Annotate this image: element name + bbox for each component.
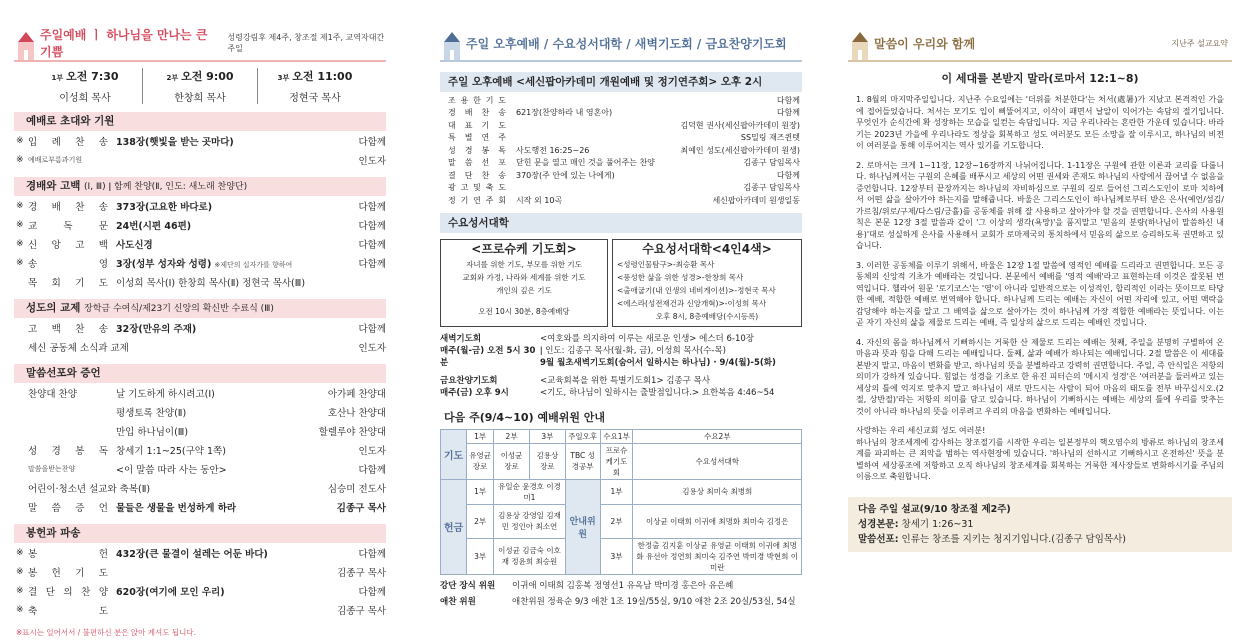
- section-fellowship: 성도의 교제 장학금 수여식/제23기 신앙의 확신반 수료식 (Ⅲ): [14, 299, 386, 318]
- order-row: ※ 경 배 찬 송 373장(고요한 바다로) 다함께: [16, 200, 386, 213]
- order-row: 세신 공동체 소식과 교제 인도자: [28, 342, 386, 354]
- afternoon-order-row: 특 별 연 주 SS밀링 재즈퀸텟: [448, 133, 800, 143]
- section-invocation: 예배로 초대와 기원: [14, 112, 386, 131]
- worship-header: [14, 26, 386, 62]
- order-row: 성 경 봉 독 창세기 1:1~25(구약 1쪽) 인도자: [28, 445, 386, 457]
- service-time-3: 3부 오전 11:00 정현국 목사: [257, 68, 372, 104]
- church-building-icon: [442, 32, 462, 60]
- dawn-prayer: 새벽기도회 매주(월-금) 오전 5시 30분 <여호와를 의지하여 이루는 새로운 인생> 에스더 6-10장 ǀ 인도: 김종구 목사(월-화, 금), 이성희 목사(수-목) 9월 월초새벽기도회(숨어서 일하시는 하나님) · 9/4(월)-5(화): [440, 333, 776, 368]
- order-row: 어린이·청소년 설교와 축복(Ⅱ) 심승미 전도사: [28, 483, 386, 495]
- order-row: 말 씀 증 언 물들은 생물을 번성하게 하라 김종구 목사: [28, 502, 386, 514]
- sermon-header: [848, 26, 1232, 62]
- order-row: 목 회 기 도 이성희 목사(Ⅰ) 한창희 목사(Ⅱ) 정현국 목사(Ⅲ): [28, 277, 306, 289]
- afternoon-order-row: 조 용 한 기 도 다함께: [448, 95, 800, 105]
- order-row: ※ 축 도 김종구 목사: [16, 604, 386, 617]
- order-row: ※ 교 독 문 24번(시편 46편) 다함께: [16, 219, 386, 232]
- worship-order-column: [14, 0, 386, 644]
- wednesday-boxes: [440, 239, 802, 327]
- sermon-paragraph: 3. 이러한 공동체를 이루기 위해서, 바울은 12장 1절 말씀에 영적인 예배를 드리라고 권면합니다. 모든 공동체의 신앙적 기초가 예배라는 것입니다. 본문에서 예배를 '영적 예배'라고 표현하는데 이것은 잘못된 번역입니다. 헬라어 원문 '로기코스'는 '영'이 아니라 일반적으로는 이성적인, 합리적인 이라는 뜻이므로 타당한 예배, 적합한 예배로 번역해야 합니다. 하나님께 드리는 예배는 자신이 어떤 자리에 있고, 어떤 맥락을 감당해야 하는지를 알고 그 배역을 삶으로 살아가는 것이 하나님께 가장 적합한 예배라는 뜻입니다. 이는 곧 자기 자신의 삶을 제물로 드리는 예배, 즉 일상의 삶으로 드리는 예배인 것입니다.: [856, 260, 1224, 327]
- services-title: 주일 오후예배 / 수요성서대학 / 새벽기도회 / 금요찬양기도회: [466, 36, 787, 51]
- worship-title: 주일예배 ㅣ 하나님을 만나는 큰 기쁨: [40, 28, 208, 59]
- order-row: 찬양대 찬양 날 기도하게 하시려고(Ⅰ) 아가페 찬양대: [28, 388, 386, 400]
- order-row: 말씀을받는찬양 <이 말씀 따라 사는 동안> 다함께: [28, 464, 386, 476]
- order-row: ※ 예배로부름과기원 인도자: [16, 154, 386, 167]
- section-offering: 봉헌과 파송: [14, 524, 386, 543]
- order-row: ※ 결 단 의 찬 양 620장(여기에 모인 우리) 다함께: [16, 585, 386, 598]
- altar-decoration: 강단 장식 위원 이귀애 이태희 김홍복 정영선1 유옥남 박미경 홍은아 유은혜: [440, 580, 734, 591]
- order-row: ※ 신 앙 고 백 사도신경 다함께: [16, 238, 386, 251]
- afternoon-order-row: 결 단 찬 송 370장(주 안에 있는 나에게) 다함께: [448, 170, 800, 180]
- fellowship-meal: 애찬 위원 애찬위원 정육순 9/3 애찬 1조 19실/55실, 9/10 애찬 2조 20실/53실, 54실: [440, 596, 796, 607]
- service-time-2: 2부 오전 9:00 한창희 목사: [142, 68, 257, 104]
- bible-college-box: 수요성서대학<4인4색> <성령인물탐구>-최승환 목사 <풍성한 삶을 위한 성경>-한창희 목사 <출애굽기(내 인생의 네비게이션)>-정현국 목사 <에스라(성전재건과 신앙개혁)>-이성희 목사 오후 8시, 8층예배당(수시등록): [612, 239, 802, 327]
- order-row: ※ 봉 헌 기 도 김종구 목사: [16, 566, 386, 579]
- sermon-closing: 사랑하는 우리 세신교회 성도 여러분! 하나님의 창조세계에 감사하는 창조절기를 시작한 우리는 일본정부의 핵오염수의 방류로 하나님의 창조세계를 파괴하는 큰 죄악을 범하는 역사현장에 있습니다. '하나님의 선하시고 기뻐하시고 온전하신' 뜻을 분별하여 세상풍조에 저항하고 오직 하나님의 창조세계를 회복하는 거룩한 제사장들로 변화하시기를 주님의 이름으로 축원합니다.: [856, 426, 1224, 481]
- afternoon-services-column: [440, 0, 802, 644]
- sermon-paragraph: 4. 자신의 몸을 하나님께서 기뻐하시는 거룩한 산 제물로 드리는 예배는 첫째, 주일을 분명히 구별하여 온 마음과 뜻과 힘을 다해 드리는 예배입니다. 둘째, 삶과 예배가 하나되는 예배입니다. 2절 말씀은 이 세대를 본받지 말고, 마음이 변화를 받고, 하나님의 뜻을 분별하라고 강력히 권면합니다. 주일, 즉 안식일은 저항의 의미가 강하게 있습니다. 힘없는 성경을 기초로 한 유진 피터슨의 '메시지 성경'은 '여러분을 둘러싸고 있는 세상의 틀에 억지로 맞추지 말고 하나님이 새로 만드시는 사람이 되어 마음의 태도를 전부 바꾸십시오.(2절, 상반절)'라는 저항의 의미를 담고 있습니다. 하나님이 기뻐하시는 예배는 세상의 틀에 우리를 맞추는 것이 아니라 하나님의 뜻을 이루려고 우리의 마음을 변화하는 예배입니다.: [856, 337, 1224, 416]
- section-wednesday-college: 수요성서대학: [440, 213, 802, 233]
- friday-prayer: 금요찬양기도회 매주(금) 오후 9시 <교육회복을 위한 특별기도회1> 김종구 목사 <기도, 하나님이 일하시는 출발점입니다.> 요한복음 4:46~54: [440, 375, 775, 398]
- next-sermon-box: 다음 주일 설교(9/10 창조절 제2주) 성경본문: 창세기 1:26~31 말씀선포: 인류는 창조를 지키는 청지기입니다.(김종구 담임목사): [848, 497, 1232, 552]
- order-row: ※ 송 영 3장(성부 성자와 성령) ※제단의 십자가를 향하여 다함께: [16, 257, 386, 270]
- sermon-section-subtitle: 지난주 설교요약: [1171, 38, 1228, 48]
- sermon-summary-column: [848, 0, 1232, 644]
- afternoon-order-row: 말 씀 선 포 닫힌 문을 열고 매인 것을 풀어주는 찬양 김종구 담임목사: [448, 158, 800, 168]
- prayer-meeting-box: <프로슈케 기도회> 자녀를 위한 기도, 부모를 위한 기도 교회와 가정, 나라와 세계를 위한 기도 개인의 깊은 기도 오전 10시 30분, 8층예배당: [440, 239, 608, 327]
- section-worship-confession: 경배와 고백 (Ⅰ, Ⅲ) ǀ 함께 찬양(Ⅱ, 인도: 새노래 찬양단): [14, 177, 386, 196]
- afternoon-order-row: 성 경 봉 독 사도행전 16:25~26 최예인 성도(세신팝아카데미 원생): [448, 145, 800, 155]
- church-building-icon: [850, 32, 870, 60]
- order-row: 고 백 찬 송 32장(만유의 주재) 다함께: [28, 323, 386, 335]
- committee-title: 다음 주(9/4~10) 예배위원 안내: [444, 410, 606, 424]
- order-row: ※ 입 례 찬 송 138장(햇빛을 받는 곳마다) 다함께: [16, 135, 386, 148]
- afternoon-order-row: 광 고 및 축 도 김종구 담임목사: [448, 183, 800, 193]
- service-time-1: 1부 오전 7:30 이성희 목사: [51, 70, 119, 104]
- order-row: 평생토록 찬양(Ⅱ) 호산나 찬양대: [116, 407, 386, 419]
- sermon-paragraph: 1. 8월의 마지막주일입니다. 지난주 수요일에는 '더위를 처분한다'는 처서(處暑)가 지났고 본격적인 가을에 접어들었습니다. 처서는 모기도 입이 삐뚤어지고, 이삭이 패면서 날알이 익어가는 속담의 절기입니다. 무엇인가 순식간에 확 성장하는 모습을 일컫는 속담입니다. 지금 우리나라는 혼란한 가운데 있습니다. 바라기는 2023년 가을에 우리나라도 정상을 회복하고 성도 여러분도 모든 소망을 잘 이루시고, 하나님의 비전이 여러분을 통해 이루어지는 역사 있기를 기도합니다.: [856, 95, 1224, 150]
- afternoon-order-row: 경 배 찬 송 621장(찬양하라 내 영혼아) 다함께: [448, 108, 800, 118]
- committee-table: 기도 1부 2부 3부 주일오후 수요1부 수요2부 유영균 장로 이성균 장로 김용상 장로 TBC 성경공부 프로슈케기도회 수요성서대학 헌금 1부 유일순 윤경호 이경미1 안내위원 1부 김용상 최미숙 최병희 2부 김용상 강영일 김재민 정인아 최소연 2부 이상균 이태희 이귀애 최명화 최미숙 김정은 3부 이성균 김금숙 이호재 정윤희 최승원 3부 한정출 김지훈 이상균 유영균 이태희 이귀애 최명화 유선아 정연희 최미숙 김주연 박미경 박현희 이미란: [440, 429, 802, 575]
- order-row: ※ 봉 헌 432장(큰 물결이 설레는 어둔 바다) 다함께: [16, 547, 386, 560]
- section-sermon: 말씀선포와 증언: [14, 364, 386, 383]
- order-row: 만입 하나님이(Ⅲ) 할렐루야 찬양대: [116, 426, 386, 438]
- section-afternoon-worship: 주일 오후예배 <세신팝아카데미 개원예배 및 정기연주회> 오후 2시: [440, 72, 802, 92]
- standing-note: ※표시는 일어서서 / 불편하신 분은 앉아 계셔도 됩니다.: [16, 628, 197, 637]
- sermon-title: 이 세대를 본받지 말라(로마서 12:1~8): [941, 72, 1139, 85]
- afternoon-order-row: 정 기 연 주 회 시작 외 10곡 세신팝아카데미 원생일동: [448, 195, 800, 205]
- service-times: [14, 68, 386, 104]
- afternoon-order-row: 대 표 기 도 김덕현 권사(세신팝아카데미 원장): [448, 120, 800, 130]
- church-building-icon: [16, 32, 36, 60]
- sermon-section-title: 말씀이 우리와 함께: [874, 36, 976, 51]
- worship-subtitle: 성령강림후 제4주, 창조절 제1주, 교역자대간주일: [227, 33, 385, 53]
- sermon-paragraph: 2. 로마서는 크게 1~11장, 12장~16장까지 나뉘어집니다. 1-11장은 구원에 관한 이론과 교리를 다룹니다. 하나님께서는 구원의 은혜를 배푸시고 세상의 어떤 권세와 존재도 하나님의 사랑에서 끊어낼 수 없음을 증언합니다. 12장부터 끝장까지는 하나님의 자비하심으로 구원의 길로 들어선 그리스도인이 로마 치하에서 어떤 삶을 살아가야 하는지를 말해줍니다. 바울은 그리스도인이 하나님께로부터 받은 은사(예언/섬김/가르침/위로/구제/다스림/긍휼)를 공동체를 위해 잘 사용하고 살아가야 할 것을 권면합니다. 은사의 사용원칙은 본문 12장 3절 말씀과 같이 '그 이상의 생각(욕망)'을 품지말고 '믿음의 분량(하나님이 말씀하신 내용)'대로 성실하게 은사를 사용해서 교회가 로마제국의 통치하에서 믿음의 삶으로 승리하도록 권면하고 있습니다.: [856, 160, 1224, 250]
- services-header: [440, 26, 802, 62]
- afternoon-order-list: [440, 94, 802, 207]
